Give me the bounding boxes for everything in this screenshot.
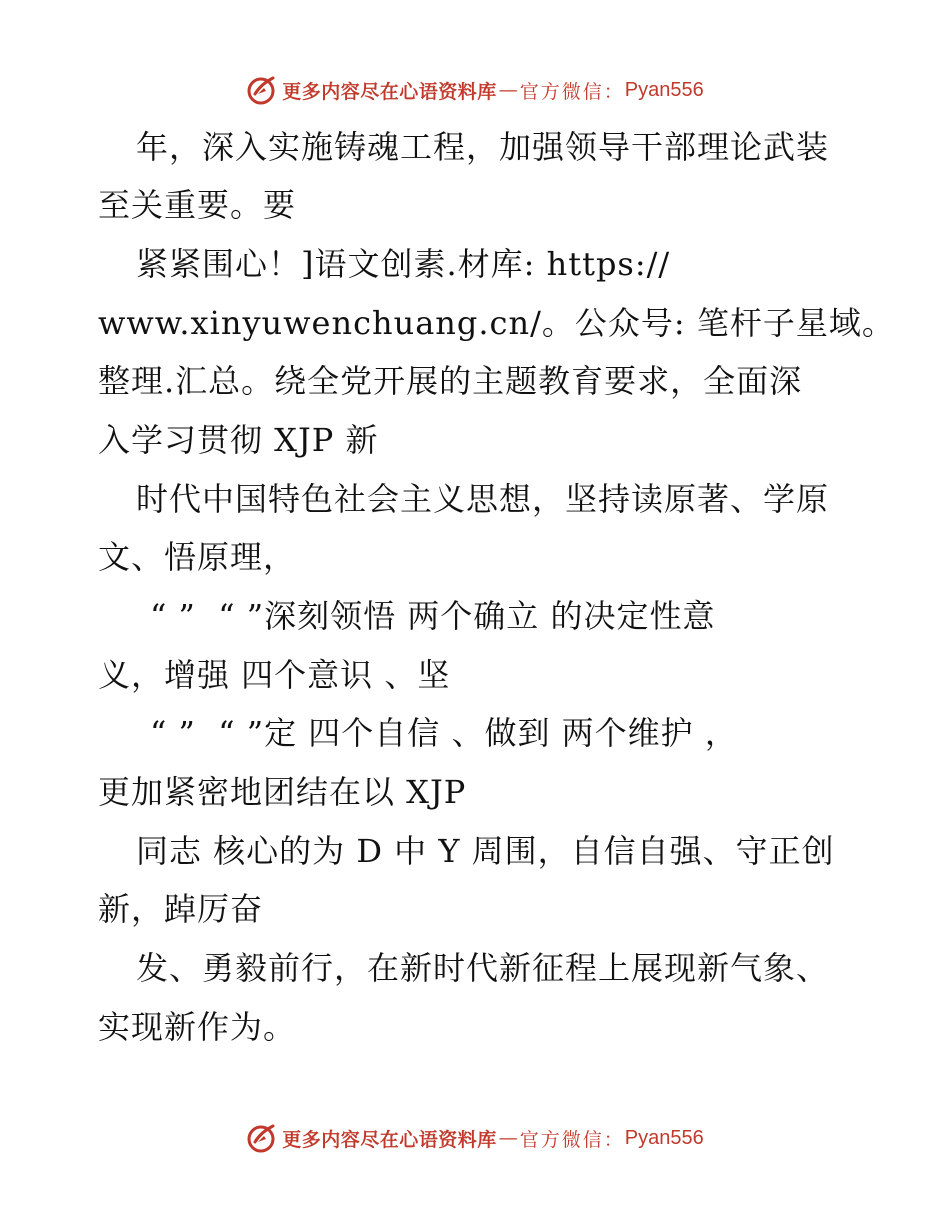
text-line: 紧紧围心！]语文创素.材库: https://: [136, 245, 671, 283]
text-line: “ ” “ ”定 四个自信 、做到 两个维护 ，: [150, 714, 738, 752]
text-line: 至关重要。要: [98, 186, 297, 224]
text-line: 入学习贯彻 XJP 新: [98, 421, 379, 459]
text-line: 义，增强 四个意识 、坚: [98, 656, 451, 694]
banner-library-name: 更多内容尽在心语资料库: [282, 80, 497, 103]
text-line: 发、勇毅前行，在新时代新征程上展现新气象、: [136, 949, 830, 987]
text-line: www.xinyuwenchuang.cn/。公众号: 笔杆子星域。: [98, 304, 895, 342]
banner-wechat-id: Pyan556: [624, 1126, 704, 1149]
text-line: 整理.汇总。绕全党开展的主题教育要求，全面深: [98, 362, 803, 400]
banner-wechat-id: Pyan556: [624, 78, 704, 101]
text-line: 同志 核心的为 D 中 Y 周围，自信自强、守正创: [136, 832, 835, 870]
banner-dash: —: [498, 79, 518, 101]
text-line: 新，踔厉奋: [98, 890, 264, 928]
text-line: “ ” “ ”深刻领悟 两个确立 的决定性意: [150, 597, 716, 635]
banner-dash: —: [498, 1127, 518, 1149]
banner-wechat-label: 官方微信：: [519, 80, 625, 103]
text-line: 更加紧密地团结在以 XJP: [98, 773, 467, 811]
text-line: 时代中国特色社会主义思想，坚持读原著、学原: [136, 480, 830, 518]
text-line: 文、悟原理，: [98, 538, 297, 576]
banner-wechat-label: 官方微信：: [519, 1128, 625, 1151]
text-line: 年，深入实施铸魂工程，加强领导干部理论武装: [136, 128, 830, 166]
footer-banner: [0, 1118, 950, 1158]
text-line: 实现新作为。: [98, 1008, 297, 1046]
banner-library-name: 更多内容尽在心语资料库: [282, 1128, 497, 1151]
brand-logo-icon: [246, 1122, 278, 1154]
